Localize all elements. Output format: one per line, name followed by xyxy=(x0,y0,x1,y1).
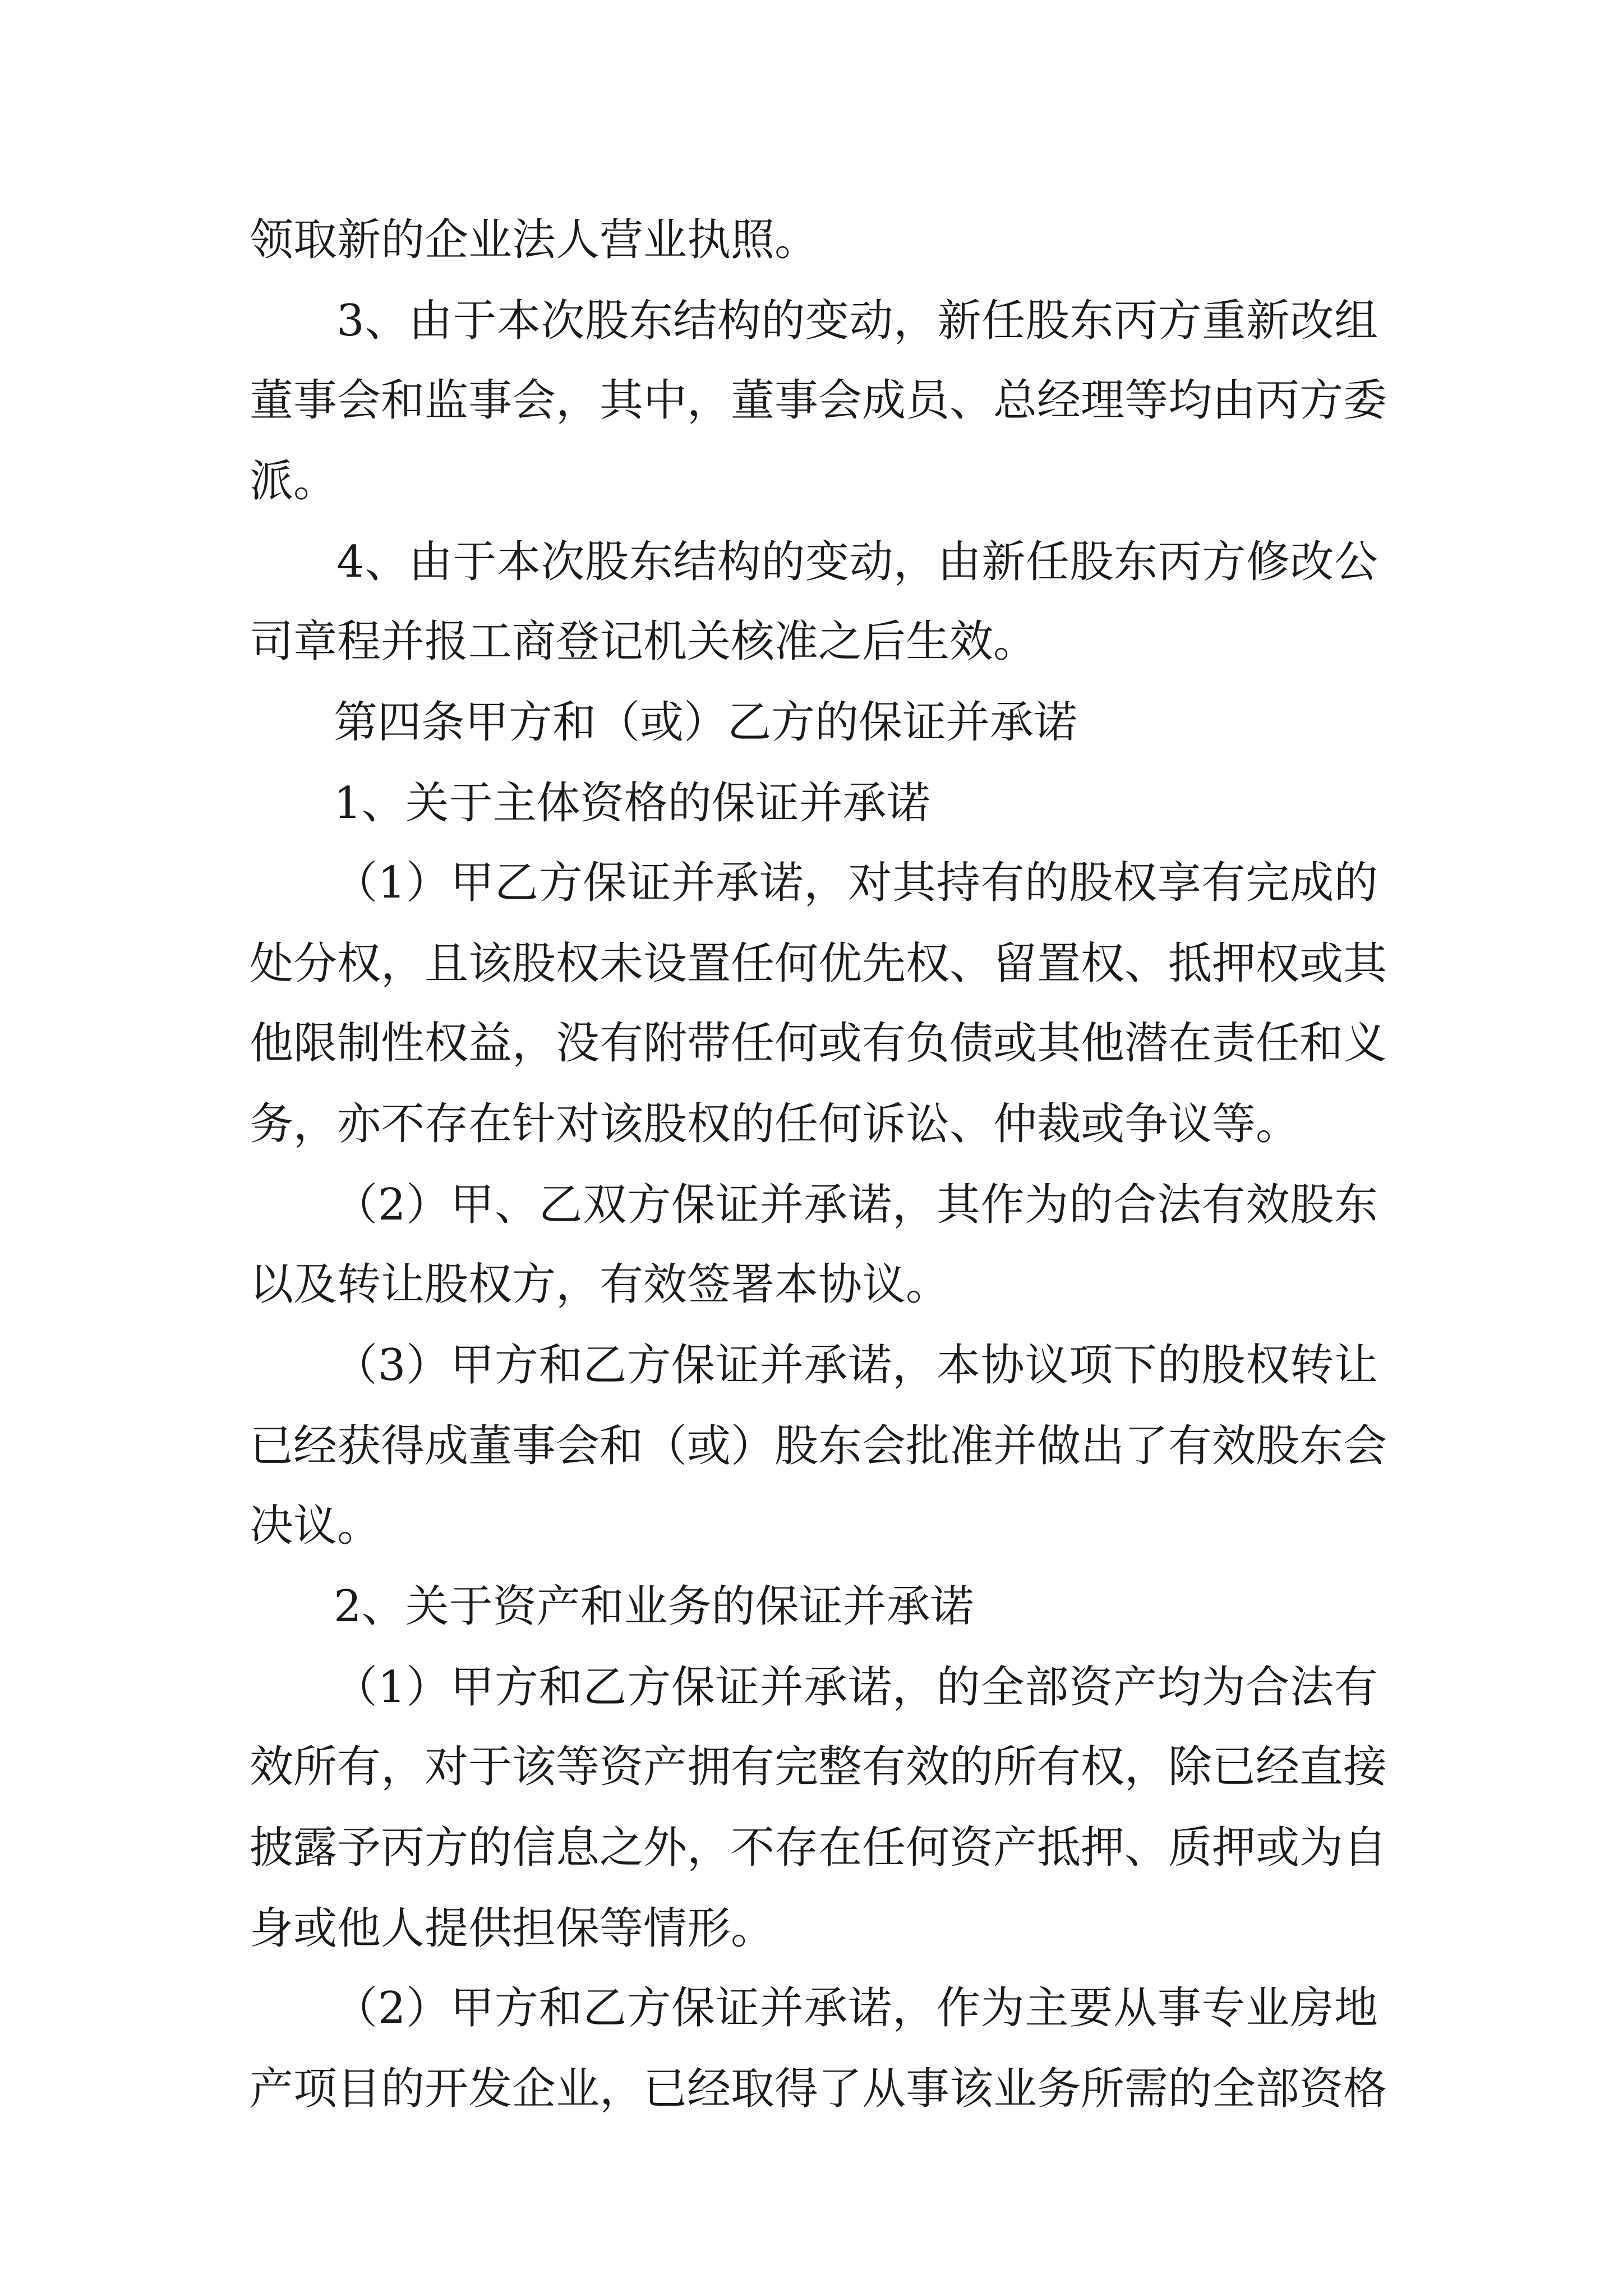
text-line: 3、由于本次股东结构的变动，新任股东丙方重新改组 xyxy=(336,296,1378,346)
text-line: 他限制性权益，没有附带任何或有负债或其他潜在责任和义 xyxy=(250,1018,1387,1069)
text-line: 身或他人提供担保等情形。 xyxy=(250,1903,775,1954)
text-line: 领取新的企业法人营业执照。 xyxy=(250,215,819,265)
subsection-heading: 1、关于主体资格的保证并承诺 xyxy=(334,778,930,829)
text-line: （3）甲方和乙方保证并承诺，本协议项下的股权转让 xyxy=(334,1340,1378,1391)
text-line: （2）甲方和乙方保证并承诺，作为主要从事专业房地 xyxy=(334,1983,1378,2033)
text-line: 产项目的开发企业，已经取得了从事该业务所需的全部资格 xyxy=(250,2064,1387,2114)
section-heading: 第四条甲方和（或）乙方的保证并承诺 xyxy=(334,697,1078,748)
text-line: （2）甲、乙双方保证并承诺，其作为的合法有效股东 xyxy=(334,1180,1378,1230)
text-line: 决议。 xyxy=(250,1501,381,1551)
text-line: 派。 xyxy=(250,456,338,507)
text-line: （1）甲方和乙方保证并承诺，的全部资产均为合法有 xyxy=(334,1662,1378,1713)
text-line: 务，亦不存在针对该股权的任何诉讼、仲裁或争议等。 xyxy=(250,1099,1300,1149)
subsection-heading: 2、关于资产和业务的保证并承诺 xyxy=(334,1581,974,1632)
text-line: 4、由于本次股东结构的变动，由新任股东丙方修改公 xyxy=(336,537,1378,587)
text-line: 效所有，对于该等资产拥有完整有效的所有权，除已经直接 xyxy=(250,1742,1387,1792)
text-line: （1）甲乙方保证并承诺，对其持有的股权享有完成的 xyxy=(334,858,1378,908)
text-line: 披露予丙方的信息之外，不存在任何资产抵押、质押或为自 xyxy=(250,1823,1387,1873)
text-line: 司章程并报工商登记机关核准之后生效。 xyxy=(250,616,1038,667)
text-line: 以及转让股权方，有效签署本协议。 xyxy=(250,1259,950,1310)
text-line: 董事会和监事会，其中，董事会成员、总经理等均由丙方委 xyxy=(250,375,1387,426)
text-line: 处分权，且该股权未设置任何优先权、留置权、抵押权或其 xyxy=(250,938,1387,989)
text-line: 已经获得成董事会和（或）股东会批准并做出了有效股东会 xyxy=(250,1421,1387,1471)
